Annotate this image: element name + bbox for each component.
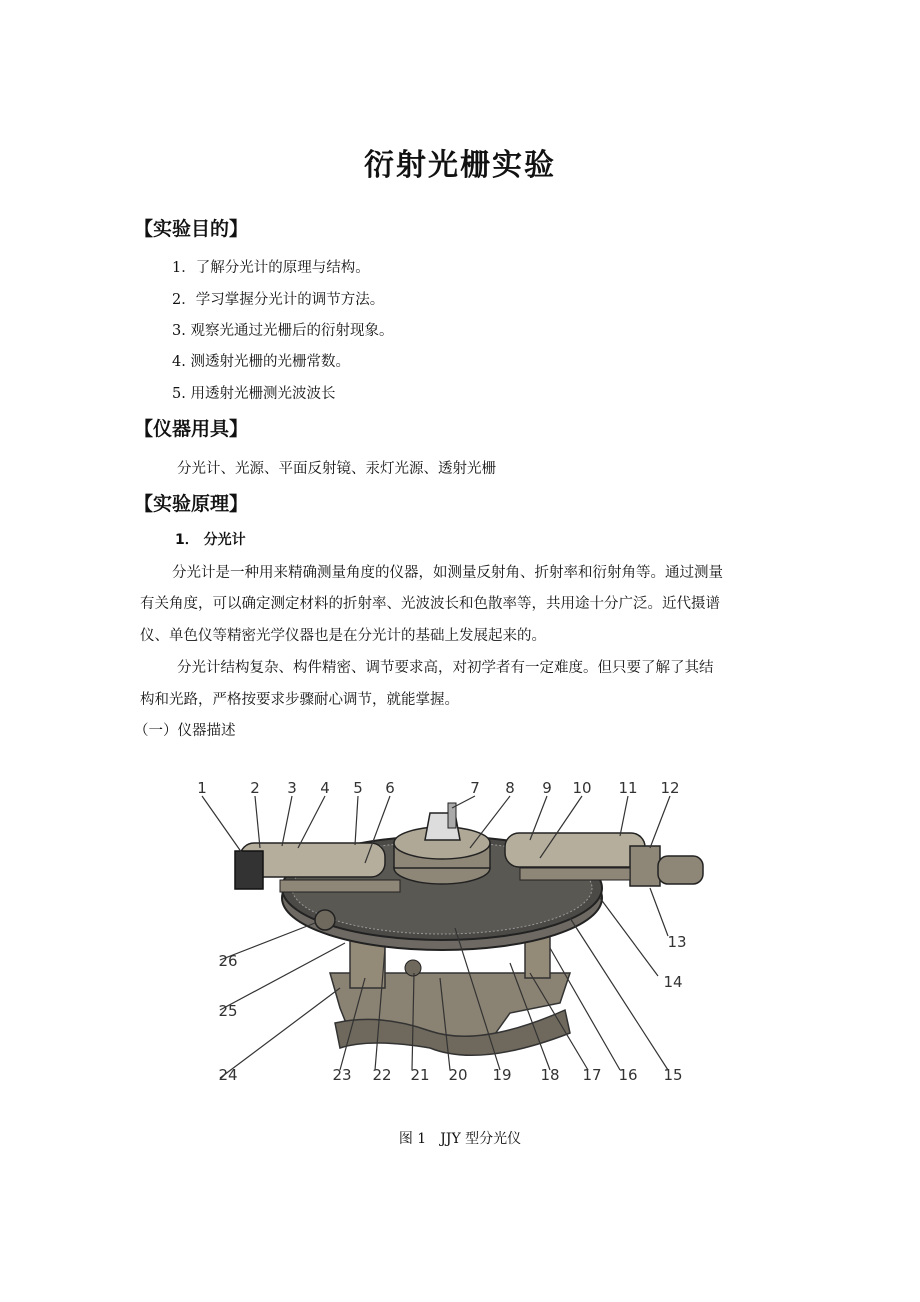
purpose-item: 1．了解分光计的原理与结构。	[172, 260, 370, 276]
part-label: 18	[540, 1066, 560, 1084]
subheading-spectrometer: 1． 分光计	[175, 532, 246, 548]
spectrometer-illustration	[180, 748, 740, 1118]
purpose-item: 3. 观察光通过光栅后的衍射现象。	[172, 323, 394, 339]
purpose-item: 5. 用透射光栅测光波波长	[172, 386, 336, 402]
part-label: 14	[663, 973, 683, 991]
part-label: 16	[618, 1066, 638, 1084]
purpose-item: 4. 测透射光栅的光栅常数。	[172, 354, 350, 370]
paragraph-line: 分光计结构复杂、构件精密、调节要求高，对初学者有一定难度。但只要了解了其结	[177, 660, 714, 676]
purpose-item: 2．学习掌握分光计的调节方法。	[172, 292, 385, 308]
part-label: 5	[353, 779, 363, 797]
paragraph-line: 有关角度，可以确定测定材料的折射率、光波波长和色散率等，共用途十分广泛。近代摄谱	[140, 596, 720, 612]
part-label: 21	[410, 1066, 430, 1084]
paragraph-line: 构和光路，严格按要求步骤耐心调节，就能掌握。	[140, 692, 459, 708]
part-label: 23	[332, 1066, 352, 1084]
part-label: 12	[660, 779, 680, 797]
section-heading-principle: 【实验原理】	[134, 493, 249, 515]
part-label: 20	[448, 1066, 468, 1084]
part-label: 26	[218, 952, 238, 970]
part-label: 17	[582, 1066, 602, 1084]
part-label: 22	[372, 1066, 392, 1084]
part-label: 8	[505, 779, 515, 797]
equipment-list: 分光计、光源、平面反射镜、汞灯光源、透射光栅	[177, 461, 496, 477]
part-label: 3	[287, 779, 297, 797]
part-label: 19	[492, 1066, 512, 1084]
part-label: 24	[218, 1066, 238, 1084]
part-label: 13	[667, 933, 687, 951]
device-description-heading: （一）仪器描述	[134, 723, 236, 739]
part-label: 2	[250, 779, 260, 797]
spectrometer-figure	[180, 748, 740, 1118]
section-heading-equipment: 【仪器用具】	[134, 418, 249, 440]
part-label: 9	[542, 779, 552, 797]
part-label: 1	[197, 779, 207, 797]
paragraph-line: 分光计是一种用来精确测量角度的仪器，如测量反射角、折射率和衍射角等。通过测量	[172, 565, 723, 581]
page-title: 衍射光栅实验	[364, 148, 556, 183]
section-heading-purpose: 【实验目的】	[134, 218, 249, 240]
part-label: 4	[320, 779, 330, 797]
part-label: 15	[663, 1066, 683, 1084]
part-label: 6	[385, 779, 395, 797]
part-label: 7	[470, 779, 480, 797]
part-label: 11	[618, 779, 638, 797]
figure-caption: 图 1 JJY 型分光仪	[398, 1131, 522, 1147]
part-label: 25	[218, 1002, 238, 1020]
part-label: 10	[572, 779, 592, 797]
paragraph-line: 仪、单色仪等精密光学仪器也是在分光计的基础上发展起来的。	[140, 628, 546, 644]
